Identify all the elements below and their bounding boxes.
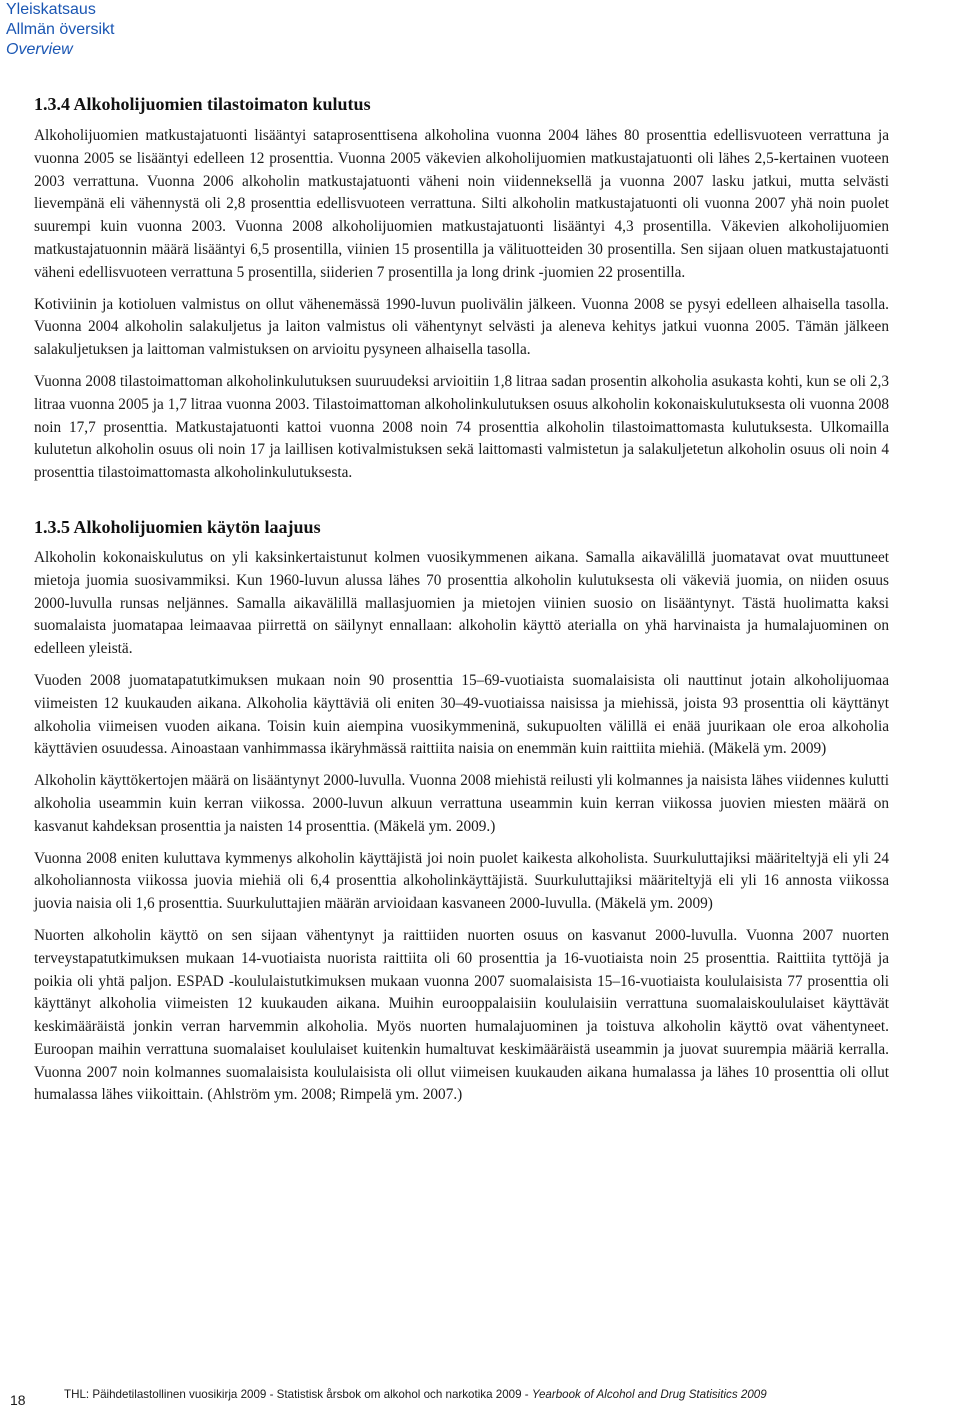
paragraph: Nuorten alkoholin käyttö on sen sijaan vähentynyt ja raittiiden nuorten osuus on kasvanut 2000-luvulla. Vuonna 2007 nuorten terveystapatutkimuksen mukaan 14-vuotiaista nuorista raittiita oli 60 prosenttia ja 16-vuotiaista noin 25 prosenttia. Raittiita tyttöjä ja poikia oli yhtä paljon. ESPAD -koululaistutkimuksen mukaan vuonna 2007 suomalaisista 15–16-vuotiaista koululaisista 77 prosenttia oli käyttänyt alkoholia viimeisten 12 kuukauden aikana. Muihin eurooppalaisiin koululaisiin verrattuna suomalaiskoululaiset käyttävät keskimääräistä jonkin verran harvemmin alkoholia. Myös nuorten humalajuominen ja toistuva alkoholin käyttö ovat vähentyneet. Euroopan maihin verrattuna suomalaiset koululaiset kuitenkin humaltuvat keskimääräistä useammin ja juovat suurempia määriä kerralla. Vuonna 2007 noin kolmannes suomalaisista koululaisista oli ollut viimeisen kuukauden aikana humalassa ja lähes 10 prosenttia oli ollut humalassa lähes viikoittain. (Ahlström ym. 2008; Rimpelä ym. 2007.) bbox=[34, 926, 889, 1104]
paragraph: Kotiviinin ja kotioluen valmistus on ollut vähenemässä 1990-luvun puolivälin jälkeen. Vuonna 2008 se pysyi edelleen alhaisella tasolla. Vuonna 2004 alkoholin salakuljetus ja laiton valmistus oli vähentynyt selvästi ja aleneva kehitys jatkui vuonna 2005. Tämän jälkeen salakuljetuksen ja laittoman valmistuksen on arvioitu pysyneen alhaisella tasolla. bbox=[34, 295, 889, 359]
header-title-sv: Allmän översikt bbox=[6, 21, 115, 38]
paragraph: Alkoholin käyttökertojen määrä on lisääntynyt 2000-luvulla. Vuonna 2008 miehistä reilusti yli kolmannes ja naisista lähes viidennes kulutti alkoholia useammin kuin kerran viikossa. 2000-luvun alkuun verrattuna useammin kuin kerran viikossa juovien miesten määrä on kasvanut kahdeksan prosenttia ja naisten 14 prosenttia. (Mäkelä ym. 2009.) bbox=[34, 772, 889, 835]
footer-text-english: Yearbook of Alcohol and Drug Statisitics 2009 bbox=[531, 1388, 767, 1401]
section-heading-1-3-5: 1.3.5 Alkoholijuomien käytön laajuus bbox=[34, 516, 321, 537]
paragraph: Vuonna 2008 tilastoimattoman alkoholinkulutuksen suuruudeksi arvioitiin 1,8 litraa sadan prosentin alkoholia asukasta kohti, kun se oli 2,3 litraa vuonna 2005 ja 1,7 litraa vuonna 2003. Tilastoimattoman alkoholinkulutuksen osuus alkoholin kokonaiskulutuksesta oli vuonna 2008 noin 17,7 prosenttia. Matkustajatuonti kattoi vuonna 2008 noin 74 prosenttia alkoholin tilastoimattomasta kulutuksesta. Ulkomailla kulutetun alkoholin osuus oli noin 17 ja laillisen kotivalmistuksen sekä laittomasti valmistetun ja salakuljetetun alkoholin osuus oli noin 4 prosenttia tilastoimattomasta alkoholinkulutuksesta. bbox=[34, 372, 889, 482]
page-number: 18 bbox=[10, 1392, 26, 1408]
paragraph: Alkoholijuomien matkustajatuonti lisääntyi sataprosenttisena alkoholina vuonna 2004 lähes 80 prosenttia edellisvuoteen verrattuna ja vuonna 2005 se lisääntyi edelleen 12 prosenttia. Vuonna 2005 väkevien alkoholijuomien matkustajatuonti oli lähes 2,5-kertainen vuoteen 2003 verrattuna. Vuonna 2006 alkoholin matkustajatuonti väheni noin viidenneksellä ja vuonna 2007 lasku jatkui, mutta selvästi lievempänä eli vähennystä oli 2,8 prosenttia edellisvuoteen verrattuna. Silti alkoholin matkustajatuonti oli vuonna 2007 yhä noin puolet suurempi kuin vuonna 2003. Vuonna 2008 alkoholijuomien matkustajatuonti lisääntyi 4,3 prosentilla. Väkevien alkoholijuomien matkustajatuonnin määrä lisääntyi 6,5 prosentilla, viinien 15 prosentilla ja välituotteiden 30 prosentilla. Sen sijaan oluen matkustajatuonti väheni edellisvuoteen verrattuna 5 prosentilla, siiderien 7 prosentilla ja long drink -juomien 22 prosentilla. bbox=[34, 127, 889, 281]
page-footer bbox=[64, 1388, 767, 1401]
running-header bbox=[6, 0, 114, 60]
paragraph: Alkoholin kokonaiskulutus on yli kaksinkertaistunut kolmen vuosikymmenen aikana. Samalla aikavälillä juomatavat ovat muuttuneet mietoja juomia suosivammiksi. Kun 1960-luvun alussa lähes 70 prosenttia alkoholin kulutuksesta oli väkeviä juomia, on niiden osuus 2000-luvulla runsas neljännes. Samalla aikavälillä mallasjuomien ja mietojen viinien suosio on lisääntynyt. Tästä huolimatta kaksi suomalaista juomatapaa leimaavaa piirrettä on säilynyt ennallaan: alkoholin käyttö aterialla on yhä harvinaista ja humalajuominen on edelleen yleistä. bbox=[34, 548, 889, 658]
header-title-fi: Yleiskatsaus bbox=[6, 1, 96, 18]
header-title-en: Overview bbox=[6, 41, 73, 58]
paragraph: Vuoden 2008 juomatapatutkimuksen mukaan noin 90 prosenttia 15–69-vuotiaista suomalaisista oli nauttinut jotain alkoholijuomaa viimeisten 12 kuukauden aikana. Alkoholia käyttäviä oli eniten 30–49-vuotiaissa naisissa ja miehissä, joista 93 prosenttia oli käyttänyt alkoholia viimeisen vuoden aikana. Toisin kuin aiempina vuosikymmeninä, sukupuolten välillä ei enää juurikaan ole eroa alkoholia käyttävien osuudessa. Ainoastaan vanhimmassa ikäryhmässä raittiita naisia on enemmän kuin raittiita miehiä. (Mäkelä ym. 2009) bbox=[34, 671, 889, 758]
paragraph: Vuonna 2008 eniten kuluttava kymmenys alkoholin käyttäjistä joi noin puolet kaikesta alkoholista. Suurkuluttajiksi määriteltyjä eli yli 24 alkoholiannosta viikossa juovia miehiä oli 6,4 prosenttia alkoholinkäyttäjistä. Suurkuluttajiksi määriteltyjä eli yli 16 annosta viikossa juovia naisia oli 1,6 prosenttia. Suurkuluttajien määrän arvioidaan kasvaneen 2000-luvulla. (Mäkelä ym. 2009) bbox=[34, 849, 889, 913]
main-content bbox=[34, 92, 889, 1116]
footer-text: THL: Päihdetilastollinen vuosikirja 2009 - Statistisk årsbok om alkohol och narkotika 2009 - bbox=[64, 1388, 532, 1401]
section-heading-1-3-4: 1.3.4 Alkoholijuomien tilastoimaton kulutus bbox=[34, 94, 371, 114]
